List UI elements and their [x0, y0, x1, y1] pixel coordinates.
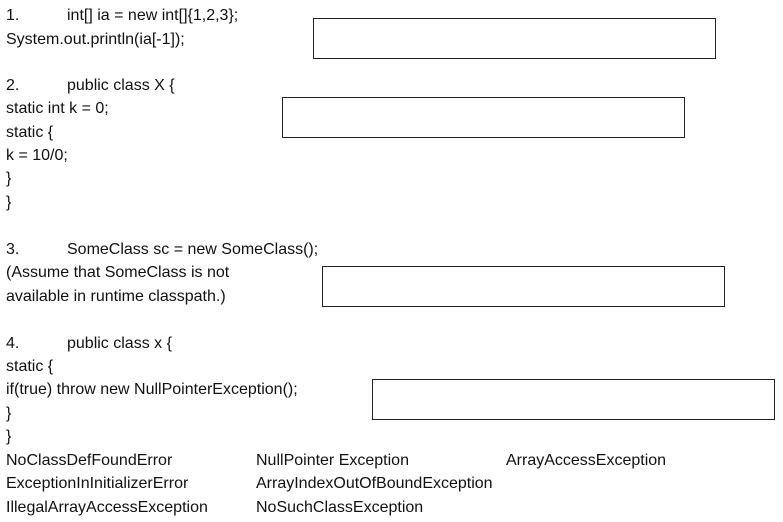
question-2-code-line: static int k = 0;	[6, 100, 109, 117]
option-item: NullPointer Exception	[256, 452, 409, 469]
option-item: ArrayAccessException	[506, 452, 667, 469]
question-2-number: 2.	[6, 77, 20, 94]
question-1-number: 1.	[6, 7, 20, 24]
question-4-code-line: public class x {	[67, 335, 172, 352]
question-2-code-line: static {	[6, 124, 54, 141]
option-item: NoClassDefFoundError	[6, 452, 173, 469]
question-3-code-line: SomeClass sc = new SomeClass();	[67, 241, 319, 258]
question-4-code-line: if(true) throw new NullPointerException();	[6, 381, 298, 398]
question-2-answer-box[interactable]	[282, 97, 685, 138]
question-3-note-line: (Assume that SomeClass is not	[6, 264, 230, 281]
option-item: ArrayIndexOutOfBoundException	[256, 475, 493, 492]
question-3-number: 3.	[6, 241, 20, 258]
question-1-code-line: System.out.println(ia[-1]);	[6, 31, 185, 48]
option-item: IllegalArrayAccessException	[6, 499, 208, 516]
question-1-code-line: int[] ia = new int[]{1,2,3};	[67, 7, 239, 24]
question-3-note-line: available in runtime classpath.)	[6, 288, 226, 305]
question-4-number: 4.	[6, 335, 20, 352]
question-4-code-line: }	[6, 405, 12, 422]
option-item: ExceptionInInitializerError	[6, 475, 189, 492]
option-item: NoSuchClassException	[256, 499, 424, 516]
question-4-answer-box[interactable]	[372, 379, 775, 420]
question-1-answer-box[interactable]	[313, 18, 716, 59]
question-2-code-line: k = 10/0;	[6, 147, 68, 164]
question-4-code-line: static {	[6, 358, 54, 375]
question-4-code-line: }	[6, 428, 12, 445]
question-2-code-line: }	[6, 194, 12, 211]
question-2-code-line: }	[6, 170, 12, 187]
question-2-code-line: public class X {	[67, 77, 175, 94]
question-3-answer-box[interactable]	[322, 266, 725, 307]
